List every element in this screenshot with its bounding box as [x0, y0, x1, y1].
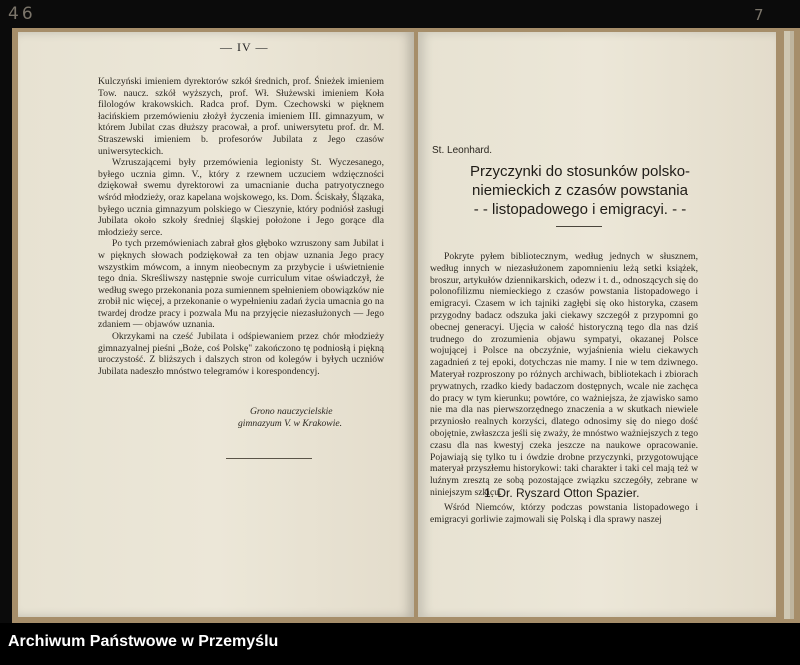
title-line: Przyczynki do stosunków polsko- — [469, 163, 691, 180]
title-line: - - listopadowego i emigracyi. - - — [473, 201, 687, 218]
article-author: St. Leonhard. — [432, 145, 493, 156]
paragraph: Okrzykami na cześć Jubilata i odśpiewaniem przez chór młodzieży gimnazyalnej pieśni „Boże, coś Polskę" zakończono tę podniosłą i piękną uroczystość. Z bliższych i dalszych stron od kolegów i byłych uczniów Jubilata nadeszło mnóstwo telegramów i korespondencyj. — [98, 331, 384, 377]
running-head: — IV — — [220, 40, 269, 54]
pencil-mark-left: 46 — [8, 4, 36, 24]
paragraph: Wzruszającemi były przemówienia legionisty St. Wyczesanego, byłego ucznia gimn. V., który z rzewnem uczuciem wdzięczności dziękował swemu dyrektorowi za umacnianie ducha patryotycznego wśród młodzieży, oraz kapelana wojskowego, ks. Dom. Ściskały, Ślązaka, byłego ucznia gimnazyum polskiego w Cieszynie, który podniósł zasługi Jubilata około szkoły średniej śląskiej położone i Jego gorące dla młodzieży serce. — [98, 157, 384, 238]
signature-line: Grono nauczycielskie — [250, 406, 333, 417]
separator-rule — [226, 458, 312, 459]
page-edge — [790, 31, 794, 619]
left-page-text — [98, 76, 384, 377]
right-page-text — [430, 251, 698, 499]
article-title — [430, 162, 730, 219]
section-text — [430, 502, 698, 526]
section-heading: 1. Dr. Ryszard Otton Spazier. — [484, 486, 640, 500]
title-rule — [556, 226, 602, 227]
pencil-mark-right: 7 — [754, 6, 764, 24]
signature-line: gimnazyum V. w Krakowie. — [238, 418, 343, 429]
paragraph: Kulczyński imieniem dyrektorów szkół średnich, prof. Śnieżek imieniem Tow. naucz. szkół wyższych, prof. Wł. Służewski imieniem Koła filologów krakowskich. Radca prof. Dym. Czechowski w pięknem łacińskiem przemówieniu złożył życzenia imieniem III. gimnazyum, w którem Jubilat czas dłuższy pracował, a prof. uniwersytetu prof. dr. M. Straszewski imieniem b. profesorów Jubilata z Jego czasów uniwersyteckich. — [98, 76, 384, 157]
paragraph: Pokryte pyłem bibliotecznym, według jednych w słusznem, według innych w niezasłużonem zapomnieniu leżą setki książek, broszur, artykułów dziennikarskich, odezw i t. d., odnoszących się do polonofilizmu niemieckiego z czasów powstania listopadowego i emigracyi. Czasem w ich tajniki zagłębi się oko historyka, czasem przygodny badacz odszuka jaki ciekawy szczegół z przypomni go obecnej generacyi. Ujęcia w całość historyczną tego dla nas dziś trudnego do zrozumienia objawu sympatyi, okazanej Polsce wojującej i Polsce na obczyźnie, wyjaśnienia wielu ciekawych zagadnień z tej epoki, dotychczas nie mamy. I nie w tem dziwnego. Materyał rozproszony po różnych archiwach, bibliotekach i zbiorach prywatnych, rzadko kiedy badaczom dostępnych, wcale nie zachęca do pracy w tym kierunku; powtóre, co ważniejsza, że zjawisko samo nie ma dla nas pierwszorzędnego znaczenia a w skutkach niewiele przyniosło realnych korzyści, dlatego odnosimy się do niego dość obojętnie, zwłaszcza jeśli się zważy, że mnóstwo ważniejszych z tego czasu dla nas kwestyj czeka jeszcze na naukowe opracowanie. Pojawiają się tylko tu i ówdzie drobne przyczynki, przygotowujące materyał przyszłemu historykowi: taki charakter i taki cel mają też w luźnym zresztą ze sobą pozostające związku szczegóły, zebrane w niniejszym szkicu. — [430, 251, 698, 498]
paragraph: Po tych przemówieniach zabrał głos głęboko wzruszony sam Jubilat i w pięknych słowach podziękował za ten objaw uznania Jego pracy wszystkim mówcom, a innym nieobecnym za przybycie i uświetnienie tego dnia. Skreśliwszy następnie swoje curriculum vitae oświadczył, że według swego przekonania poza sumiennem spełnieniem obowiązków nie zrobił nic więcej, a przekonanie o wypełnieniu zadań życia umacnia go na twardej drodze pracy i pozwala Mu na przyjęcie niezasłużonych — Jego zdaniem — objawów uznania. — [98, 238, 384, 331]
signature — [238, 406, 378, 430]
paragraph: Wśród Niemców, którzy podczas powstania listopadowego i emigracyi gorliwie zajmowali się Polską i dla sprawy naszej — [430, 502, 698, 525]
archive-footer — [0, 623, 800, 665]
archive-name: Archiwum Państwowe w Przemyślu — [8, 633, 279, 650]
title-line: niemieckich z czasów powstania — [472, 182, 688, 199]
